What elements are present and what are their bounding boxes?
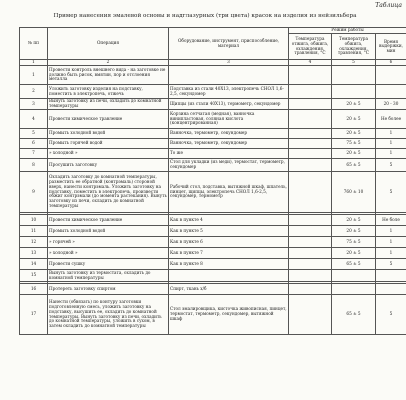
col-header-mode: Режим работы — [289, 28, 406, 34]
equipment-cell: Как в пункте 8 — [169, 259, 289, 270]
operation-cell: Промыть холодной водой — [48, 226, 169, 237]
operation-cell: Провести химическое травление — [48, 215, 169, 226]
operation-cell: » горячей » — [48, 237, 169, 248]
col-header-temperature-sub: Температура обжига, охлаждения, травления, °С — [332, 34, 376, 60]
row-number: 12 — [20, 237, 48, 248]
operation-cell: Уложить заготовку изделия на подставку, поместить в электропечь, отжечь — [48, 85, 169, 99]
row-number: 10 — [20, 215, 48, 226]
time-cell: Не более — [376, 110, 406, 129]
operation-cell: Вынуть заготовку из печи, охладить до комнатной температуры — [48, 99, 169, 110]
row-number: 17 — [20, 295, 48, 335]
temperature-cell — [289, 139, 332, 149]
row-number: 5 — [20, 129, 48, 139]
equipment-cell: Рабочий стол, подставка, вытяжной шкаф, шпатель, пинцет, щипцы, электропечь СНОЛ 1,6-2,5, секундомер, термометр — [169, 172, 289, 213]
row-number: 6 — [20, 139, 48, 149]
temperature-cell — [289, 159, 332, 172]
col-header-time: Время выдержки, мин — [376, 34, 406, 60]
table-row — [20, 248, 406, 259]
temperature-range-cell: 760 ± 10 — [332, 172, 376, 213]
col-header-equipment: Оборудование, инструмент, приспособление, материал — [169, 28, 289, 60]
temperature-cell — [289, 226, 332, 237]
time-cell — [376, 284, 406, 295]
temperature-cell — [289, 149, 332, 159]
table-row — [20, 149, 406, 159]
time-cell: Не боле — [376, 215, 406, 226]
temperature-range-cell: 20 ± 5 — [332, 215, 376, 226]
temperature-cell — [289, 129, 332, 139]
time-cell: 1 — [376, 248, 406, 259]
equipment-cell: Как в пункте 6 — [169, 237, 289, 248]
col-index: 1 — [20, 60, 48, 66]
col-index: 3 — [169, 60, 289, 66]
equipment-cell — [169, 66, 289, 85]
table-row — [20, 295, 406, 335]
equipment-cell: Корзина сетчатая (медная), ванночка винипластовая, соляная кислота (концентрированная) — [169, 110, 289, 129]
operation-cell: » холодной » — [48, 248, 169, 259]
operation-cell: Вынуть заготовку из термостата, охладить до комнатной температуры — [48, 270, 169, 282]
col-index: 4 — [289, 60, 332, 66]
table-row — [20, 139, 406, 149]
equipment-cell: Ванночка, термометр, секундомер — [169, 139, 289, 149]
table-row — [20, 270, 406, 282]
table-row — [20, 237, 406, 248]
table-title: Пример нанесения эмалевой основы и надглазурных (три цвета) красок на изделия из нейзильбера — [53, 13, 357, 19]
equipment-cell: Как в пункте 5 — [169, 226, 289, 237]
temperature-cell — [289, 237, 332, 248]
operation-cell: Промыть холодной водой — [48, 129, 169, 139]
temperature-range-cell — [332, 66, 376, 85]
operation-cell: Просушить заготовку — [48, 159, 169, 172]
time-cell — [376, 270, 406, 282]
time-cell: 5 — [376, 172, 406, 213]
row-number: 4 — [20, 110, 48, 129]
temperature-range-cell: 65 ± 5 — [332, 259, 376, 270]
temperature-cell — [289, 66, 332, 85]
col-index: 6 — [376, 60, 406, 66]
temperature-range-cell: 75 ± 5 — [332, 237, 376, 248]
operation-cell: Охладить заготовку до комнатной температуры, разместить ее обратной (контрэмаль) стороной вверх, нанести контрэмаль. Уложить заготовку на подставку, поместить в электропечь, произвести обжиг контрэмали (до момента растекания). Вынуть заготовку из печи, охладить до комнатной температуры — [48, 172, 169, 213]
operation-cell: Промыть горячей водой — [48, 139, 169, 149]
row-number: 3 — [20, 99, 48, 110]
col-index: 2 — [48, 60, 169, 66]
time-cell — [376, 66, 406, 85]
temperature-cell — [289, 172, 332, 213]
time-cell: 1 — [376, 149, 406, 159]
temperature-range-cell: 65 ± 5 — [332, 159, 376, 172]
row-number: 15 — [20, 270, 48, 282]
row-number: 16 — [20, 284, 48, 295]
time-cell: 1 — [376, 129, 406, 139]
time-cell: 1 — [376, 139, 406, 149]
col-header-operation: Операция — [48, 28, 169, 60]
row-number: 13 — [20, 248, 48, 259]
equipment-cell: Ванночка, термометр, секундомер — [169, 129, 289, 139]
temperature-cell — [289, 85, 332, 99]
table-row — [20, 159, 406, 172]
time-cell: 5 — [376, 159, 406, 172]
row-number: 2 — [20, 85, 48, 99]
time-cell: 1 — [376, 237, 406, 248]
table-row — [20, 99, 406, 110]
table-row — [20, 172, 406, 213]
equipment-cell — [169, 270, 289, 282]
process-table — [19, 27, 406, 335]
table-row — [20, 284, 406, 295]
equipment-cell: Подставка из стали 40Х13, электропечь СНОЛ 1,6-2,5, секундомер — [169, 85, 289, 99]
table-row — [20, 66, 406, 85]
equipment-cell: Как в пункте 4 — [169, 215, 289, 226]
time-cell: 20 - 30 — [376, 99, 406, 110]
equipment-cell: Стол для укладки (из меди), термостат, термометр, секундомер — [169, 159, 289, 172]
temperature-range-cell: 75 ± 5 — [332, 139, 376, 149]
table-tag: Таблица — [375, 2, 402, 9]
equipment-cell: То же — [169, 149, 289, 159]
col-header-temperature: Температура отжига, обжига, охлаждения, травления, °С — [289, 34, 332, 60]
operation-cell: Протереть заготовку спиртом — [48, 284, 169, 295]
table-row — [20, 110, 406, 129]
col-index: 5 — [332, 60, 376, 66]
operation-cell: » холодной » — [48, 149, 169, 159]
table-row — [20, 85, 406, 99]
temperature-range-cell: 20 ± 5 — [332, 99, 376, 110]
temperature-range-cell: 65 ± 5 — [332, 295, 376, 335]
temperature-cell — [289, 215, 332, 226]
time-cell: 1 — [376, 226, 406, 237]
time-cell: 5 — [376, 259, 406, 270]
row-number: 1 — [20, 66, 48, 85]
equipment-cell: Как в пункте 7 — [169, 248, 289, 259]
operation-cell: Провести химическое травление — [48, 110, 169, 129]
temperature-range-cell: 20 ± 5 — [332, 129, 376, 139]
time-cell: 5 — [376, 295, 406, 335]
temperature-cell — [289, 284, 332, 295]
table-row — [20, 259, 406, 270]
equipment-cell: Щипцы (из стали 40Х13), термометр, секундомер — [169, 99, 289, 110]
table-body — [20, 66, 406, 335]
temperature-cell — [289, 259, 332, 270]
operation-cell: Нанести (обвязать) по контуру заготовки подготовленную смесь, уложить заготовку на подставку, высушить ее, охладить до комнатной температуры. Вынуть заготовку из печи, охладить до комнатной температуры, уложить в сухом, в затем охладить до комнатной температуры — [48, 295, 169, 335]
row-number: 8 — [20, 159, 48, 172]
temperature-range-cell: 20 ± 5 — [332, 226, 376, 237]
table-row — [20, 215, 406, 226]
temperature-cell — [289, 270, 332, 282]
temperature-cell — [289, 99, 332, 110]
row-number: 14 — [20, 259, 48, 270]
operation-cell: Провести сушку — [48, 259, 169, 270]
equipment-cell: Спирт, ткань х/б — [169, 284, 289, 295]
row-number: 11 — [20, 226, 48, 237]
temperature-cell — [289, 295, 332, 335]
temperature-range-cell: 20 ± 5 — [332, 248, 376, 259]
equipment-cell: Стол эмалировщика, кисточка живописная, пинцет, термостат, термометр, секундомер, вытяжной шкаф — [169, 295, 289, 335]
row-number: 9 — [20, 172, 48, 213]
temperature-range-cell — [332, 270, 376, 282]
row-number: 7 — [20, 149, 48, 159]
temperature-range-cell: 20 ± 5 — [332, 149, 376, 159]
temperature-range-cell — [332, 284, 376, 295]
table-row — [20, 226, 406, 237]
col-header-num: № пп — [20, 28, 48, 60]
operation-cell: Провести контроль внешнего вида - на заготовке не должно быть рисок, вмятин, пор и отслоения металла — [48, 66, 169, 85]
temperature-cell — [289, 110, 332, 129]
temperature-range-cell — [332, 85, 376, 99]
temperature-range-cell: 20 ± 5 — [332, 110, 376, 129]
time-cell — [376, 85, 406, 99]
temperature-cell — [289, 248, 332, 259]
table-row — [20, 129, 406, 139]
